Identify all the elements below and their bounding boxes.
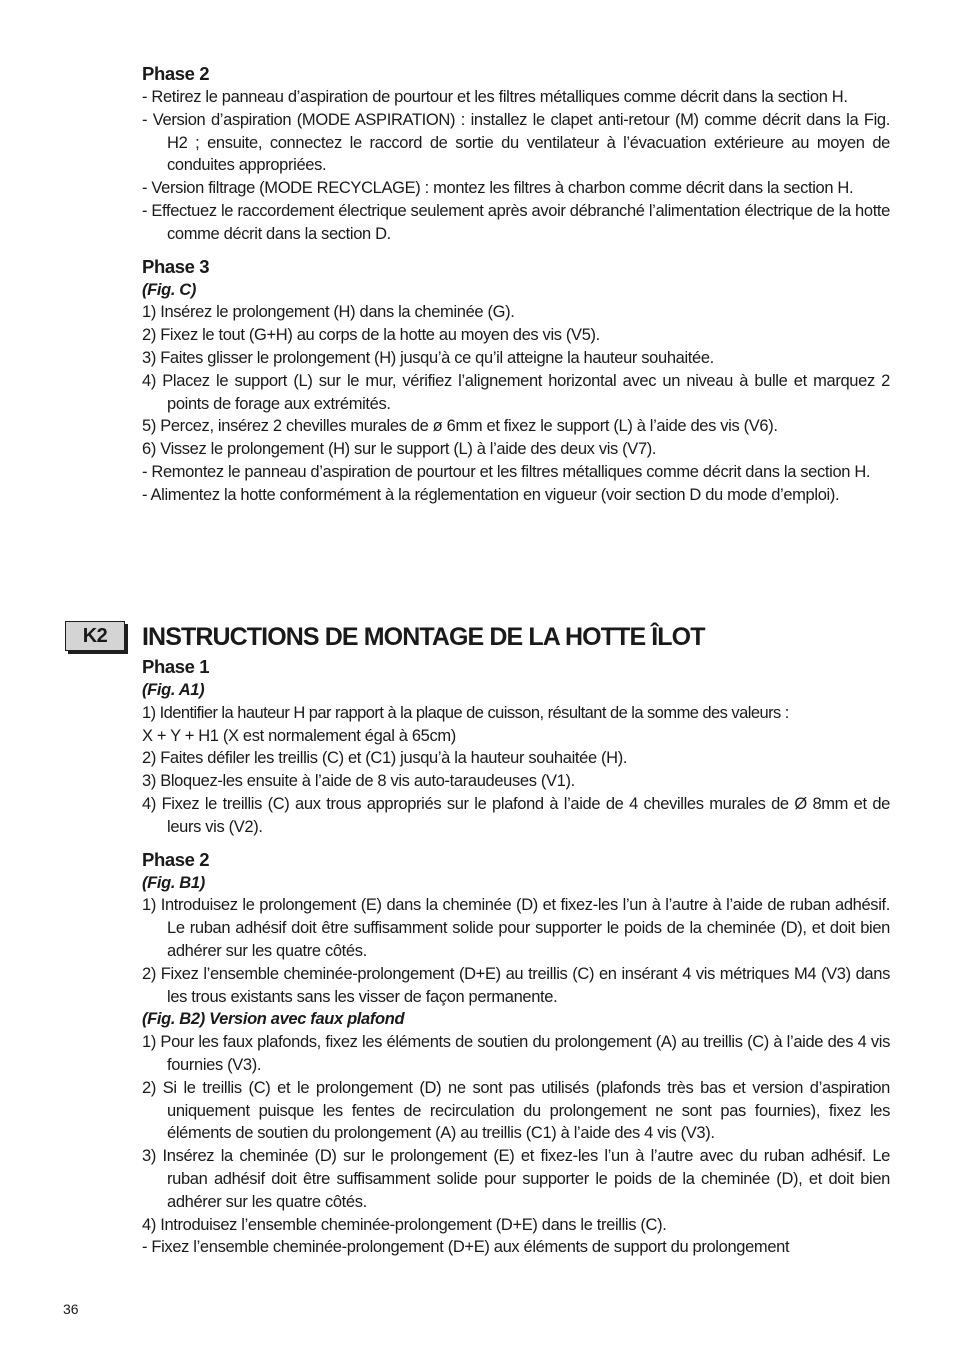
list-item: 4) Introduisez l’ensemble cheminée-prolongement (D+E) dans le treillis (C). xyxy=(142,1215,667,1234)
phase-heading: Phase 3 xyxy=(142,255,210,277)
section-title: INSTRUCTIONS DE MONTAGE DE LA HOTTE ÎLOT xyxy=(142,623,705,651)
list-item: - Version filtrage (MODE RECYCLAGE) : montez les filtres à charbon comme décrit dans la section H. xyxy=(142,179,854,198)
list-item: - Version d’aspiration (MODE ASPIRATION) : installez le clapet anti-retour (M) comme décrit dans la Fig. H2 ; ensuite, connectez le raccord de sortie du ventilateur à l’évacuation extérieure au moyen de conduites appropriées. xyxy=(142,110,890,175)
list-item: 3) Faites glisser le prolongement (H) jusqu’à ce qu’il atteigne la hauteur souhaitée. xyxy=(142,348,714,367)
list-item: 3) Bloquez-les ensuite à l’aide de 8 vis auto-taraudeuses (V1). xyxy=(142,772,575,791)
list-item: 2) Faites défiler les treillis (C) et (C1) jusqu’à la hauteur souhaitée (H). xyxy=(142,749,628,768)
figure-reference: (Fig. A1) xyxy=(142,681,205,699)
list-item: 3) Insérez la cheminée (D) sur le prolongement (E) et fixez-les l’un à l’autre avec du ruban adhésif. Le ruban adhésif doit être suffisamment solide pour supporter le poids de la cheminée (D), et doit bien adhérer sur les quatre côtés. xyxy=(142,1147,890,1211)
figure-reference: (Fig. B1) xyxy=(142,873,205,892)
list-item: 1) Pour les faux plafonds, fixez les éléments de soutien du prolongement (A) au treillis (C) à l’aide des 4 vis fournies (V3). xyxy=(142,1033,890,1074)
phase-heading: Phase 2 xyxy=(142,848,210,870)
figure-reference: (Fig. C) xyxy=(142,280,197,299)
list-item: 5) Percez, insérez 2 chevilles murales de ø 6mm et fixez le support (L) à l’aide des vis (V6). xyxy=(142,417,778,436)
list-item: 2) Si le treillis (C) et le prolongement (D) ne sont pas utilisés (plafonds très bas et version d’aspiration uniquement puisque les fentes de recirculation du prolongement ne sont pas fournies), fixez les éléments de soutien du prolongement (A) au treillis (C1) à l’aide des 4 vis (V3). xyxy=(142,1078,890,1143)
list-item: 6) Vissez le prolongement (H) sur le support (L) à l’aide des deux vis (V7). xyxy=(142,440,657,459)
k2-content xyxy=(142,655,890,1259)
list-item: - Retirez le panneau d’aspiration de pourtour et les filtres métalliques comme décrit dans la section H. xyxy=(142,88,848,106)
list-item: - Remontez le panneau d’aspiration de pourtour et les filtres métalliques comme décrit dans la section H. xyxy=(142,462,871,481)
list-item: 4) Fixez le treillis (C) aux trous appropriés sur le plafond à l’aide de 4 chevilles murales de Ø 8mm et de leurs vis (V2). xyxy=(142,794,890,836)
list-item: 1) Introduisez le prolongement (E) dans la cheminée (D) et fixez-les l’un à l’autre à l’aide de ruban adhésif. Le ruban adhésif doit être suffisamment solide pour supporter le poids de la cheminée (D), et doit bien adhérer sur les quatre côtés. xyxy=(142,896,890,960)
list-item: 1) Insérez le prolongement (H) dans la cheminée (G). xyxy=(142,303,515,322)
section-title-row xyxy=(0,618,954,658)
figure-reference: (Fig. B2) Version avec faux plafond xyxy=(142,1010,405,1029)
list-item: 2) Fixez le tout (G+H) au corps de la hotte au moyen des vis (V5). xyxy=(142,326,600,345)
list-item: 4) Placez le support (L) sur le mur, vérifiez l’alignement horizontal avec un niveau à bulle et marquez 2 points de forage aux extrémités. xyxy=(142,371,890,413)
list-item: 1) Identifier la hauteur H par rapport à la plaque de cuisson, résultant de la somme des valeurs : xyxy=(142,703,789,722)
list-item: - Fixez l’ensemble cheminée-prolongement (D+E) aux éléments de support du prolongement xyxy=(142,1238,790,1257)
section-badge: K2 xyxy=(65,621,125,651)
top-content xyxy=(142,62,890,507)
list-item: - Alimentez la hotte conformément à la réglementation en vigueur (voir section D du mode d’emploi). xyxy=(142,485,840,504)
list-item: 2) Fixez l’ensemble cheminée-prolongement (D+E) au treillis (C) en insérant 4 vis métriques M4 (V3) dans les trous existants sans les visser de façon permanente. xyxy=(142,964,890,1006)
phase-heading: Phase 1 xyxy=(142,656,210,677)
page-number: 36 xyxy=(63,1301,79,1317)
list-item: - Effectuez le raccordement électrique seulement après avoir débranché l’alimentation électrique de la hotte comme décrit dans la section D. xyxy=(142,201,890,243)
phase-heading: Phase 2 xyxy=(142,63,210,84)
list-item-continuation: X + Y + H1 (X est normalement égal à 65cm) xyxy=(142,726,456,745)
